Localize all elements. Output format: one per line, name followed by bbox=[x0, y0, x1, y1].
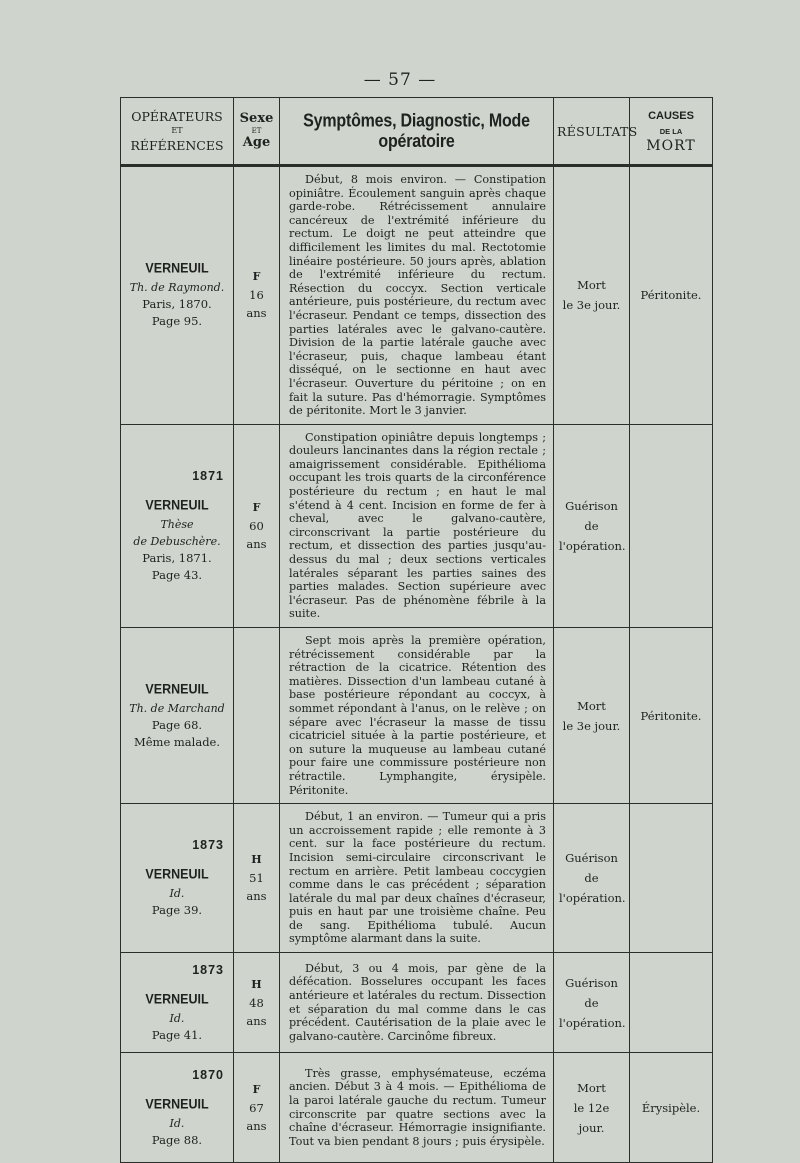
case-year: 1873 bbox=[192, 838, 224, 853]
reference: Th. de Raymond. bbox=[129, 281, 225, 295]
case-table bbox=[120, 97, 713, 1163]
age: 67 bbox=[249, 1100, 264, 1115]
sex: F bbox=[252, 1082, 261, 1096]
operator-cell bbox=[121, 953, 234, 1053]
header-results: RÉSULTATS bbox=[554, 98, 630, 166]
age: 51 bbox=[249, 871, 264, 886]
cause-cell bbox=[630, 804, 713, 953]
surgeon-name: VERNEUIL bbox=[145, 260, 209, 276]
reference-page: Page 95. bbox=[151, 314, 203, 329]
reference: Id. bbox=[169, 1011, 185, 1025]
result-cell: Mort le 3e jour. bbox=[554, 628, 630, 804]
result-cell: Guérison de l'opération. bbox=[554, 424, 630, 627]
surgeon-name: VERNEUIL bbox=[145, 866, 209, 882]
surgeon-name: VERNEUIL bbox=[145, 497, 209, 513]
cause-cell bbox=[630, 424, 713, 627]
symptoms-cell: Début, 1 an environ. — Tumeur qui a pris un accroissement rapide ; elle remonte à 3 cent. sur la face postérieure du rectum. Incision semi-circulaire circonscrivant le rectum en arrière. Petit lambeau coccygien comme dans le cas précédent ; séparation latérale du mal par deux chaînes d'écraseur, puis en haut par une troisième chaîne. Peu de sang. Epithélioma tubulé. Aucun symptôme alarmant dans la suite. bbox=[280, 804, 554, 953]
sex: H bbox=[251, 977, 262, 991]
page-number: — 57 — bbox=[363, 70, 437, 90]
table-row bbox=[121, 166, 713, 425]
sex-age-cell bbox=[234, 628, 280, 804]
sex-age-cell bbox=[234, 424, 280, 627]
reference-page: Page 68. bbox=[151, 717, 203, 732]
table-row bbox=[121, 953, 713, 1053]
table-row bbox=[121, 628, 713, 804]
age-unit: ans bbox=[246, 306, 267, 321]
sex: F bbox=[252, 500, 261, 514]
reference: Id. bbox=[169, 1116, 185, 1130]
sex-age-cell bbox=[234, 166, 280, 425]
result-cell: Mort le 3e jour. bbox=[554, 166, 630, 425]
table-row bbox=[121, 804, 713, 953]
symptoms-cell: Début, 8 mois environ. — Constipation opiniâtre. Écoulement sanguin après chaque garde-robe. Rétrécissement annulaire cancéreux de l'extrémité inférieure du rectum. Le doigt ne peut atteindre que difficilement les limites du mal. Rectotomie linéaire postérieure. 50 jours après, ablation de l'extrémité inférieure du rectum. Résection du coccyx. Section verticale antérieure, puis postérieure, du rectum avec l'écraseur. Pendant ce temps, dissection des parties latérales avec le galvano-cautère. Division de la partie latérale gauche avec l'écraseur, puis, chaque lambeau étant disséqué, on le sectionne en haut avec l'écraseur. Ouverture du péritoine ; on en fait la suture. Pas d'hémorragie. Symptômes de péritonite. Mort le 3 janvier. bbox=[280, 166, 554, 425]
header-operators: OPÉRATEURS ET RÉFÉRENCES bbox=[121, 98, 234, 166]
case-year: 1873 bbox=[192, 962, 224, 977]
surgeon-name: VERNEUIL bbox=[145, 990, 209, 1007]
reference-note: Même malade. bbox=[133, 734, 221, 749]
reference-page: Page 88. bbox=[151, 1132, 203, 1147]
operator-cell bbox=[121, 628, 234, 804]
age-unit: ans bbox=[246, 536, 267, 551]
sex: H bbox=[251, 853, 262, 867]
sex-age-cell bbox=[234, 953, 280, 1053]
reference-author: de Debuschère. bbox=[133, 534, 221, 548]
age-unit: ans bbox=[246, 1013, 267, 1028]
header-sex-age: Sexe ET Age bbox=[234, 98, 280, 166]
header-causes: CAUSES DE LA MORT bbox=[630, 98, 713, 166]
operator-cell bbox=[121, 804, 234, 953]
case-year: 1871 bbox=[192, 468, 224, 483]
reference: Th. de Marchand bbox=[129, 701, 225, 715]
surgeon-name: VERNEUIL bbox=[145, 1095, 209, 1112]
cause-cell: Péritonite. bbox=[630, 166, 713, 425]
age-unit: ans bbox=[246, 1118, 267, 1133]
table-row bbox=[121, 1053, 713, 1163]
cause-cell bbox=[630, 953, 713, 1053]
symptoms-cell: Sept mois après la première opération, rétrécissement considérable par la rétraction de la cicatrice. Rétention des matières. Dissection d'un lambeau cutané à base postérieure répondant au coccyx, à sommet répondant à l'anus, on le relève ; on sépare avec l'écraseur la masse de tissu cicatriciel située à la partie postérieure, et on suture la muqueuse au lambeau cutané pour faire une commissure postérieure non rétractile. Lymphangite, érysipèle. Péritonite. bbox=[280, 628, 554, 804]
symptoms-cell: Constipation opiniâtre depuis longtemps ; douleurs lancinantes dans la région rectale ; amaigrissement considérable. Epithélioma occupant les trois quarts de la circonférence postérieure du rectum ; en haut le mal s'étend à 4 cent. Incision en forme de fer à cheval, avec le galvano-cautère, circonscrivant la partie postérieure du rectum, et dissection des parties jusqu'au-dessus du mal ; deux sections verticales latérales séparant les parties saines des parties malades. Section supérieure avec l'écraseur. Pas de phénomène fébrile à la suite. bbox=[280, 424, 554, 627]
sex: F bbox=[252, 270, 261, 284]
reference-page: Page 43. bbox=[151, 567, 203, 582]
operator-cell bbox=[121, 166, 234, 425]
symptoms-cell: Début, 3 ou 4 mois, par gène de la défécation. Bosselures occupant les faces antérieure et latérales du rectum. Dissection et séparation du mal comme dans le cas précédent. Cautérisation de la plaie avec le galvano-cautère. Carcinôme fibreux. bbox=[280, 953, 554, 1053]
reference-place: Paris, 1870. bbox=[142, 297, 212, 312]
cause-cell: Péritonite. bbox=[630, 628, 713, 804]
reference: Id. bbox=[169, 887, 185, 901]
age: 48 bbox=[249, 995, 264, 1010]
age: 60 bbox=[249, 518, 264, 533]
reference-page: Page 41. bbox=[151, 1027, 203, 1042]
sex-age-cell bbox=[234, 1053, 280, 1163]
reference: Thèse bbox=[160, 517, 194, 531]
age-unit: ans bbox=[246, 889, 267, 904]
operator-cell bbox=[121, 1053, 234, 1163]
cause-cell: Érysipèle. bbox=[630, 1053, 713, 1163]
case-year: 1870 bbox=[192, 1067, 224, 1082]
reference-place: Paris, 1871. bbox=[142, 550, 212, 565]
result-cell: Guérison de l'opération. bbox=[554, 804, 630, 953]
header-symptoms: Symptômes, Diagnostic, Mode opératoire bbox=[280, 92, 554, 170]
surgeon-name: VERNEUIL bbox=[145, 680, 209, 697]
result-cell: Mort le 12e jour. bbox=[554, 1053, 630, 1163]
table-header-row bbox=[121, 98, 713, 166]
symptoms-cell: Très grasse, emphysémateuse, eczéma ancien. Début 3 à 4 mois. — Epithélioma de la paroi latérale gauche du rectum. Tumeur circonscrite par quatre sections avec la chaîne d'écraseur. Hémorragie insignifiante. Tout va bien pendant 8 jours ; puis érysipèle. bbox=[280, 1053, 554, 1163]
sex-age-cell bbox=[234, 804, 280, 953]
age: 16 bbox=[249, 288, 264, 303]
reference-page: Page 39. bbox=[151, 903, 203, 918]
table-row bbox=[121, 424, 713, 627]
result-cell: Guérison de l'opération. bbox=[554, 953, 630, 1053]
operator-cell bbox=[121, 424, 234, 627]
